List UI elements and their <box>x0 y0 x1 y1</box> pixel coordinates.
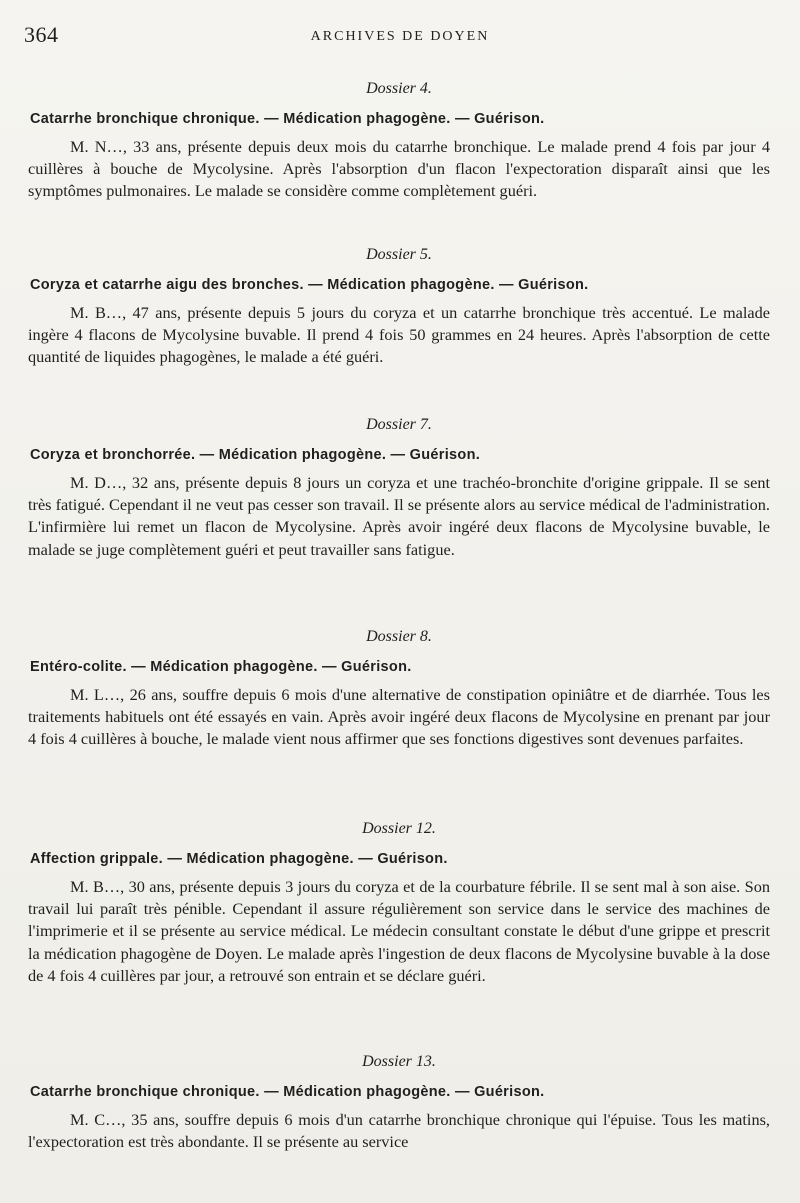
case-title: Coryza et bronchorrée. — Médication phagogène. — Guérison. <box>30 447 481 463</box>
case-body: M. D…, 32 ans, présente depuis 8 jours un coryza et une trachéo-bronchite d'origine grippale. Il se sent très fatigué. Cependant il ne veut pas cesser son travail. Il se présente alors au service médical de l'administration. L'infirmière lui remet un flacon de Mycolysine. Après avoir ingéré deux flacons de Mycolysine buvable, le malade se juge complètement guéri et peut travailler sans fatigue. <box>28 473 770 559</box>
page-header <box>24 22 776 52</box>
case-title: Catarrhe bronchique chronique. — Médication phagogène. — Guérison. <box>30 111 545 127</box>
dossier-entry <box>28 1053 770 1153</box>
running-head: ARCHIVES DE DOYEN <box>310 29 490 44</box>
dossier-entry <box>28 246 770 369</box>
case-title: Entéro-colite. — Médication phagogène. — Guérison. <box>30 659 412 675</box>
case-title: Affection grippale. — Médication phagogène. — Guérison. <box>30 851 448 867</box>
case-body: M. B…, 30 ans, présente depuis 3 jours du coryza et de la courbature fébrile. Il se sent mal à son aise. Son travail lui paraît très pénible. Cependant il assure régulièrement son service dans le service des machines de l'imprimerie et il se présente au service médical. Le médecin consultant constate le début d'une grippe et prescrit la médication phagogène de Doyen. Le malade après l'ingestion de deux flacons de Mycolysine buvable à la dose de 4 fois 4 cuillères par jour, a retrouvé son entrain et se déclare guéri. <box>28 877 770 985</box>
case-body: M. L…, 26 ans, souffre depuis 6 mois d'une alternative de constipation opiniâtre et de diarrhée. Tous les traitements habituels ont été essayés en vain. Après avoir ingéré deux flacons de Mycolysine en prenant par jour 4 fois 4 cuillères à bouche, le malade vient nous affirmer que ses fonctions digestives sont devenues parfaites. <box>28 685 770 749</box>
page-number: 364 <box>24 22 59 47</box>
dossier-heading: Dossier 5. <box>366 246 432 263</box>
dossier-heading: Dossier 8. <box>366 628 432 645</box>
dossier-entry <box>28 80 770 203</box>
case-body: M. B…, 47 ans, présente depuis 5 jours du coryza et un catarrhe bronchique très accentué. Le malade ingère 4 flacons de Mycolysine buvable. Il prend 4 fois 50 grammes en 24 heures. Après l'absorption de cette quantité de liquides phagogènes, le malade a été guéri. <box>28 303 770 367</box>
case-body: M. N…, 33 ans, présente depuis deux mois du catarrhe bronchique. Le malade prend 4 fois par jour 4 cuillères à bouche de Mycolysine. Après l'absorption d'un flacon l'expectoration disparaît ainsi que les symptômes pulmonaires. Le malade se considère comme complètement guéri. <box>28 137 770 201</box>
case-title: Catarrhe bronchique chronique. — Médication phagogène. — Guérison. <box>30 1084 545 1100</box>
case-title: Coryza et catarrhe aigu des bronches. — Médication phagogène. — Guérison. <box>30 277 589 293</box>
dossier-heading: Dossier 7. <box>366 416 432 433</box>
dossier-entry <box>28 820 770 987</box>
dossier-entry <box>28 628 770 751</box>
dossier-entry <box>28 416 770 561</box>
dossier-heading: Dossier 4. <box>366 80 432 97</box>
case-body: M. C…, 35 ans, souffre depuis 6 mois d'un catarrhe bronchique chronique qui l'épuise. Tous les matins, l'expectoration est très abondante. Il se présente au service <box>28 1110 770 1152</box>
dossier-heading: Dossier 13. <box>362 1053 436 1070</box>
dossier-heading: Dossier 12. <box>362 820 436 837</box>
